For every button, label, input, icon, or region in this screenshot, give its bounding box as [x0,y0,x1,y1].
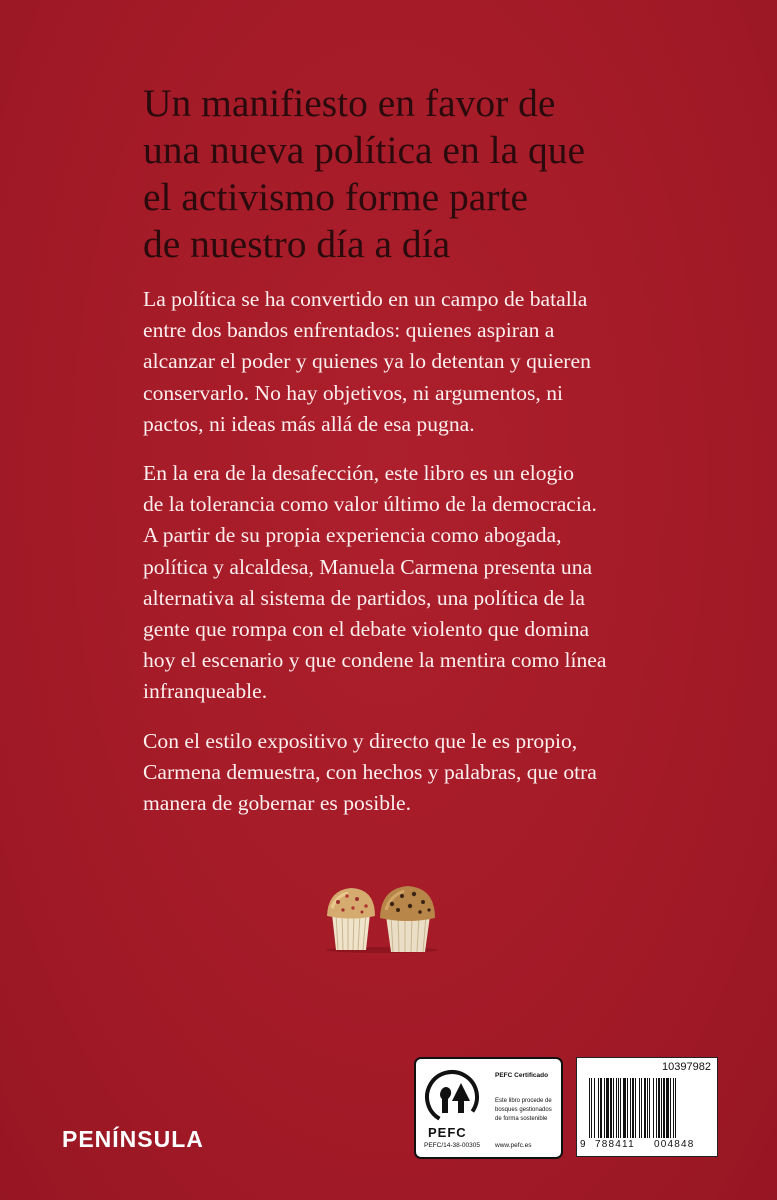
internal-code: 10397982 [662,1061,711,1073]
text-line: pactos, ni ideas más allá de esa pugna. [143,411,475,436]
text-line: gente que rompa con el debate violento que domina [143,617,590,642]
text-line: política y alcaldesa, Manuela Carmena presenta una [143,554,593,579]
isbn-barcode [576,1057,718,1157]
pefc-title: PEFC Certificado [495,1072,549,1079]
text-line: alcanzar el poder y quienes ya lo detentan y quieren [143,349,591,374]
barcode-group-1: 788411 [595,1139,635,1150]
barcode-bars [589,1078,711,1138]
synopsis [143,284,743,837]
headline-line: una nueva política en la que [143,128,586,172]
pefc-url: www.pefc.es [495,1142,532,1149]
text-line: de la tolerancia como valor último de la democracia. [143,492,597,517]
text-line: hoy el escenario y que condene la mentira como línea [143,648,607,673]
muffin-left-icon [327,888,375,950]
paragraph-1 [143,284,743,440]
text-line: alternativa al sistema de partidos, una política de la [143,585,585,610]
text-line: En la era de la desafección, este libro es un elogio [143,461,575,486]
pefc-logo-word: PEFC [428,1125,467,1140]
pefc-certification [414,1057,563,1159]
text-line: conservarlo. No hay objetivos, ni argumentos, ni [143,380,564,405]
muffins-illustration [322,880,440,955]
text-line: infranqueable. [143,679,268,704]
pefc-tree-icon [424,1069,480,1125]
pefc-description: Este libro procede de bosques gestionados de forma sostenible [495,1098,552,1122]
text-line: Con el estilo expositivo y directo que le es propio, [143,728,578,753]
paragraph-2 [143,458,743,708]
barcode-prefix: 9 [580,1139,586,1150]
publisher-logo: PENÍNSULA [62,1126,204,1152]
text-line: manera de gobernar es posible. [143,791,412,816]
headline-line: el activismo forme parte [143,175,528,219]
headline-line: Un manifiesto en favor de [143,81,556,125]
text-line: entre dos bandos enfrentados: quienes aspiran a [143,318,555,343]
headline [143,80,703,268]
muffin-right-icon [380,886,435,952]
paragraph-3 [143,726,743,820]
pefc-code: PEFC/14-38-00305 [424,1142,481,1149]
text-line: A partir de su propia experiencia como abogada, [143,523,562,548]
headline-line: de nuestro día a día [143,222,451,266]
barcode-group-2: 004848 [654,1139,695,1150]
text-line: Carmena demuestra, con hechos y palabras, que otra [143,759,597,784]
text-line: La política se ha convertido en un campo de batalla [143,287,588,311]
